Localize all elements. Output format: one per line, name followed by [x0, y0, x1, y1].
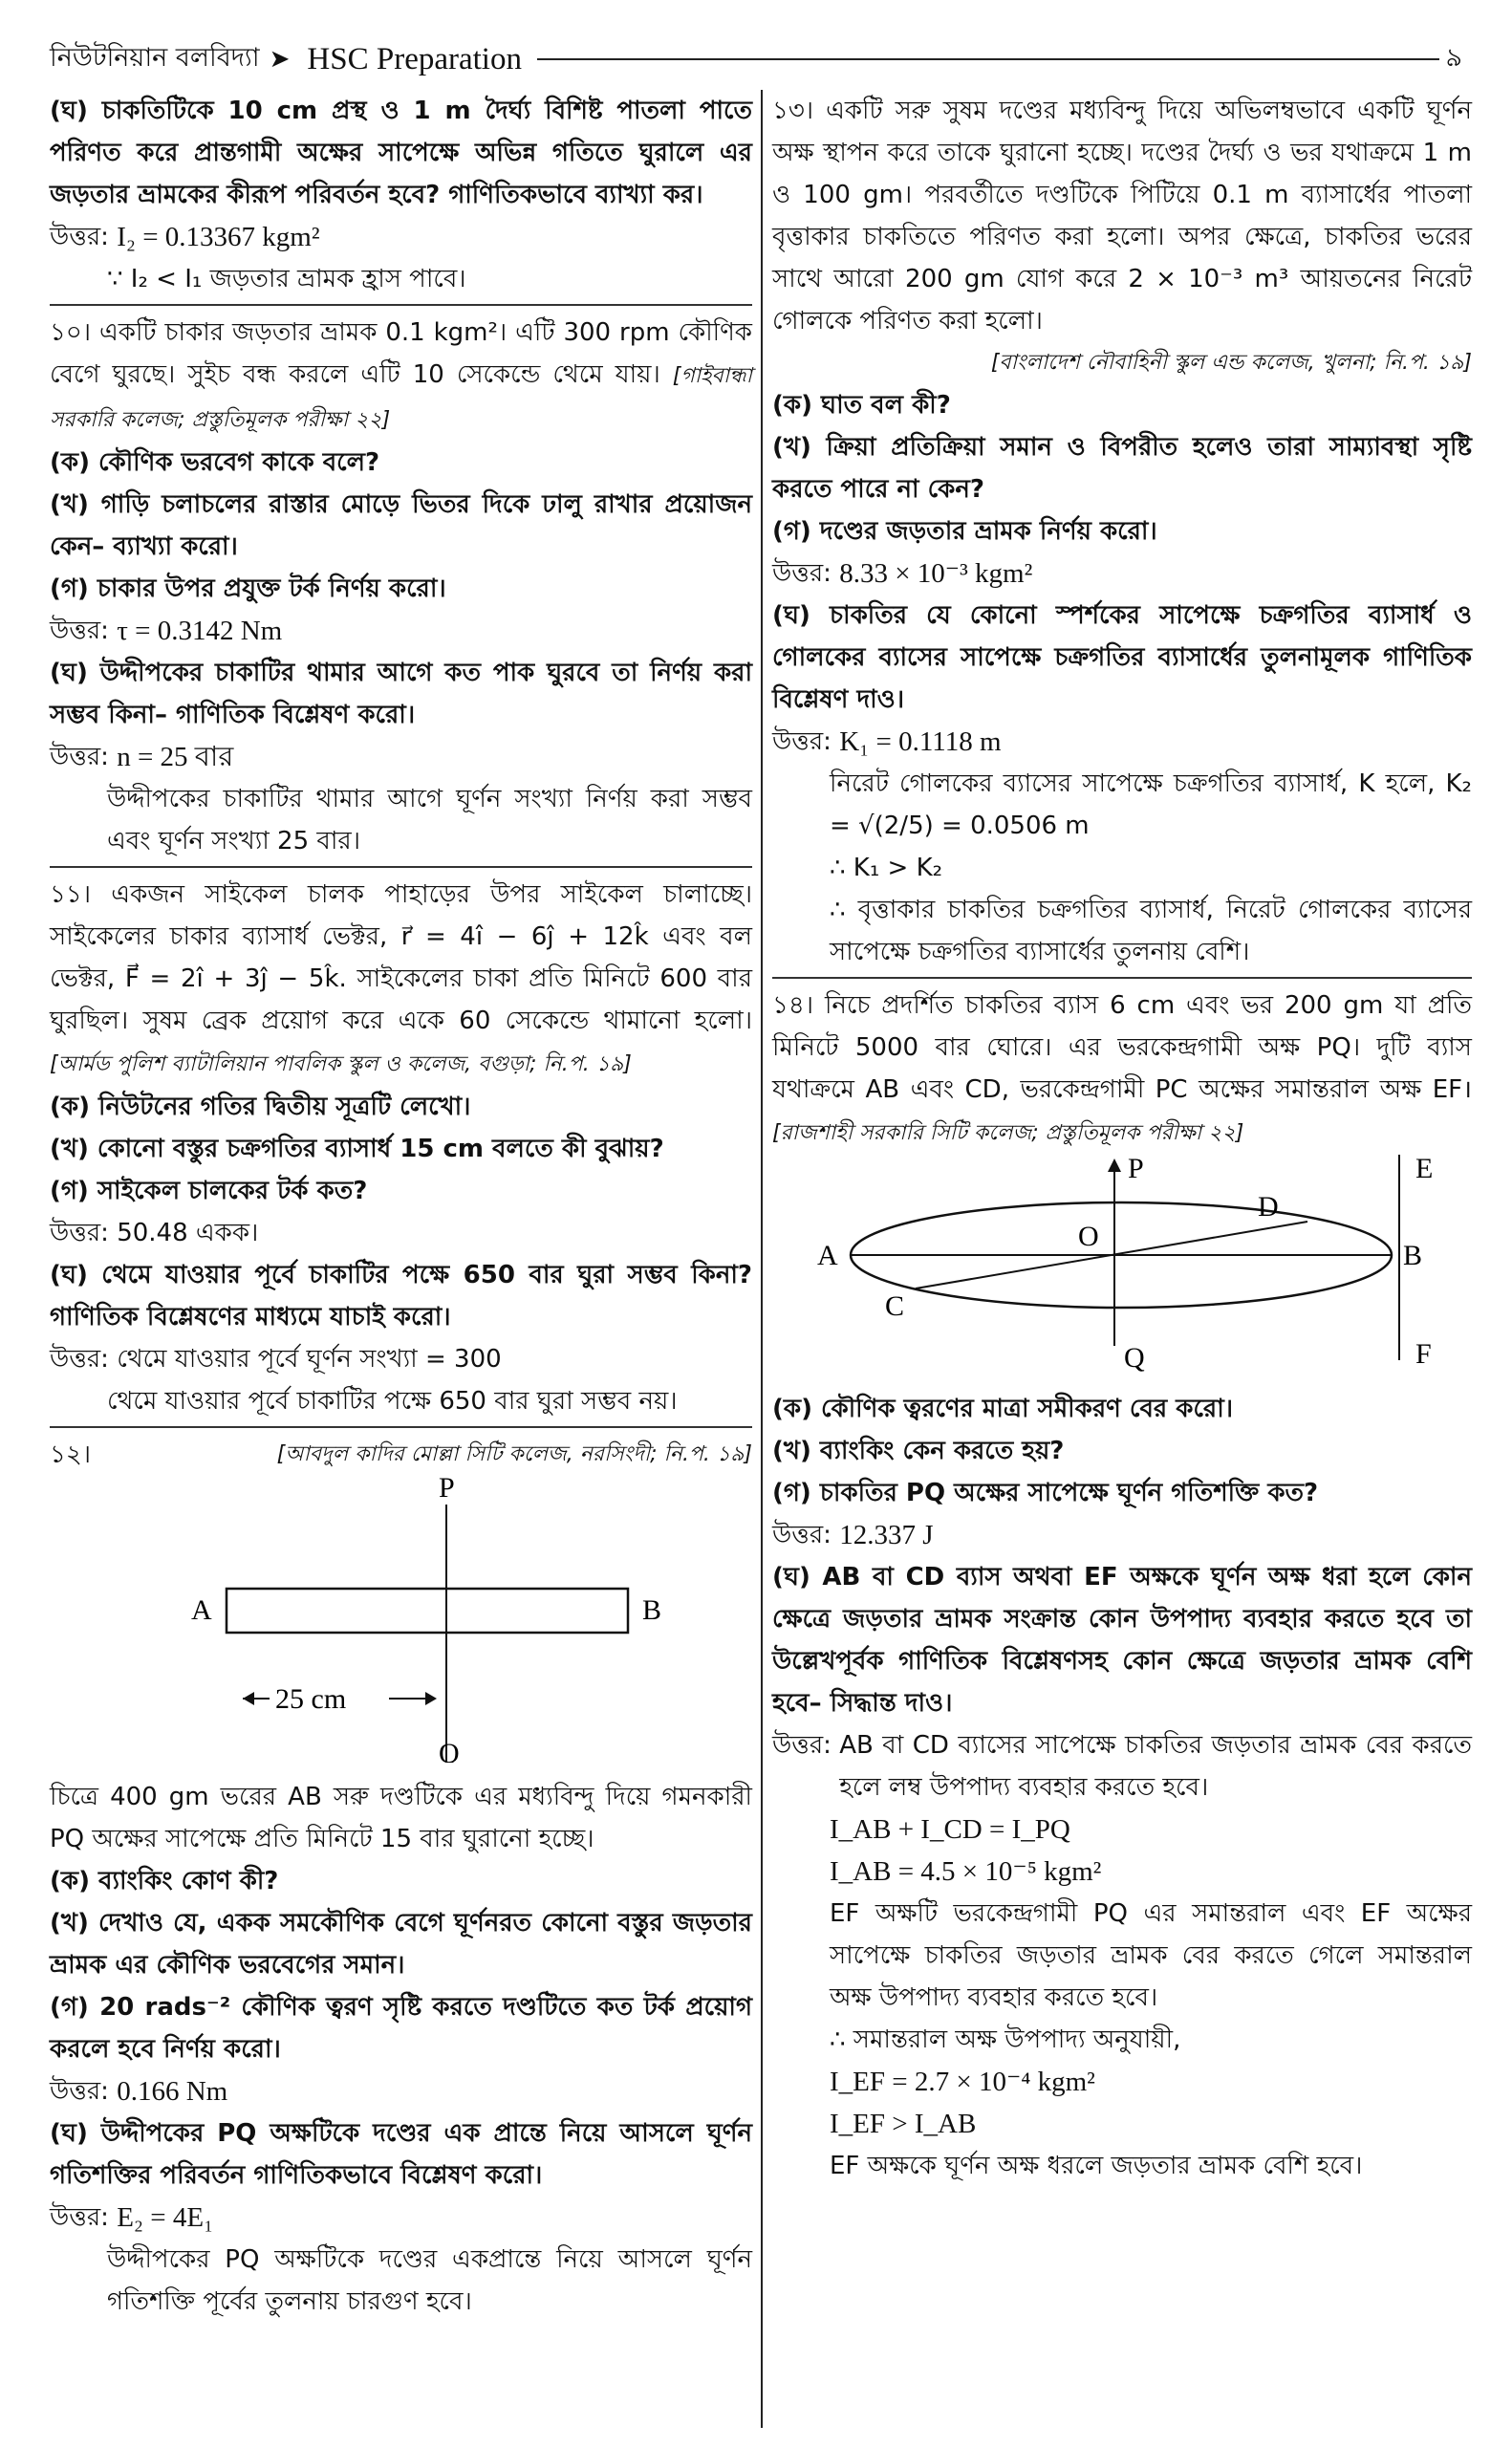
q11-a: (ক) নিউটনের গতির দ্বিতীয় সূত্রটি লেখো। [50, 1093, 471, 1121]
arrow-left-icon [243, 1692, 254, 1705]
answer-value: 0.166 Nm [117, 2076, 228, 2107]
label-d: D [1258, 1191, 1279, 1223]
equation: I_EF = 2.7 × 10⁻⁴ kgm² [830, 2067, 1095, 2097]
label-a: A [191, 1594, 212, 1626]
answer-value: 12.337 J [839, 1520, 934, 1550]
q11-citation: [আর্মড পুলিশ ব্যাটালিয়ান পাবলিক স্কুল ও কলেজ, বগুড়া; নি.প. ১৯] [50, 1052, 632, 1076]
page-header [50, 38, 1462, 80]
answer-line: নিরেট গোলকের ব্যাসের সাপেক্ষে চক্রগতির ব্যাসার্ধ, K হলে, K₂ = √(2/5) = 0.0506 m [830, 769, 1472, 840]
answer-label: উত্তর: [772, 559, 832, 588]
q14-c: (গ) চাকতির PQ অক্ষের সাপেক্ষে ঘূর্ণন গতিশক্তি কত? [772, 1479, 1319, 1507]
q10-c: (গ) চাকার উপর প্রযুক্ত টর্ক নির্ণয় করো। [50, 574, 446, 603]
q14-c-answer [772, 1514, 1472, 1556]
answer-label: উত্তর: [50, 743, 109, 771]
q13-d-answer [772, 721, 1472, 763]
column-divider [761, 90, 763, 2428]
q14-citation: [রাজশাহী সরকারি সিটি কলেজ; প্রস্তুতিমূলক পরীক্ষা ২২] [772, 1121, 1244, 1145]
q10-d-answer [50, 736, 752, 778]
q13-a: (ক) ঘাত বল কী? [772, 391, 951, 420]
answer-label: উত্তর: [50, 2203, 109, 2232]
q12-c-answer [50, 2070, 752, 2112]
q12-b: (খ) দেখাও যে, একক সমকৌণিক বেগে ঘূর্ণনরত কোনো বস্তুর জড়তার ভ্রামক এর কৌণিক ভরবেগের সমান। [50, 1909, 752, 1980]
divider [50, 866, 752, 868]
q10-a: (ক) কৌণিক ভরবেগ কাকে বলে? [50, 448, 380, 477]
q12-d: (ঘ) উদ্দীপকের PQ অক্ষটিকে দণ্ডের এক প্রান্তে নিয়ে আসলে ঘূর্ণন গতিশক্তির পরিবর্তন গাণিতিকভাবে বিশ্লেষণ করো। [50, 2119, 752, 2190]
label-e: E [1415, 1155, 1434, 1184]
label-f: F [1415, 1338, 1432, 1370]
answer-label: উত্তর: [50, 617, 109, 645]
answer-label: উত্তর: [50, 1345, 109, 1374]
answer-label: উত্তর: [50, 1219, 109, 1247]
answer-value: 8.33 × 10⁻³ kgm² [839, 558, 1033, 589]
q11-d-answer [50, 1338, 752, 1380]
q13-stem: ১৩। একটি সরু সুষম দণ্ডের মধ্যবিন্দু দিয়ে অভিলম্বভাবে একটি ঘূর্ণন অক্ষ স্থাপন করে তাকে ঘুরানো হচ্ছে। দণ্ডের দৈর্ঘ্য ও ভর যথাক্রমে 1 m ও 100 gm। পরবর্তীতে দণ্ডটিকে পিটিয়ে 0.1 m ব্যাসার্ধের পাতলা বৃত্তাকার চাকতিতে পরিণত করা হলো। অপর ক্ষেত্রে, চাকতির ভরের সাথে আরো 200 gm যোগ করে 2 × 10⁻³ m³ আয়তনের নিরেট গোলকে পরিণত করা হলো। [772, 97, 1472, 336]
arrow-right-icon [425, 1692, 437, 1705]
q12-number: ১২। [50, 1440, 92, 1469]
q13-citation: [বাংলাদেশ নৌবাহিনী স্কুল এন্ড কলেজ, খুলনা; নি.প. ১৯] [990, 351, 1472, 375]
label-a: A [817, 1240, 838, 1271]
answer-label: উত্তর: [772, 1521, 832, 1549]
label-b: B [642, 1594, 662, 1626]
q10-b: (খ) গাড়ি চলাচলের রাস্তার মোড়ে ভিতর দিকে ঢালু রাখার প্রয়োজন কেন– ব্যাখ্যা করো। [50, 490, 752, 561]
q11-c-answer [50, 1212, 752, 1254]
q11-c: (গ) সাইকেল চালকের টর্ক কত? [50, 1177, 368, 1205]
equation: I_EF > I_AB [830, 2109, 977, 2139]
q10-text: ১০। একটি চাকার জড়তার ভ্রামক 0.1 kgm²। এটি 300 rpm কৌণিক বেগে ঘুরছে। সুইচ বন্ধ করলে এটি 10 সেকেন্ডে থেমে যায়। [50, 318, 752, 389]
q9-d-answer [50, 216, 752, 258]
q12-d-answer [50, 2197, 752, 2239]
q11-d: (ঘ) থেমে যাওয়ার পূর্বে চাকাটির পক্ষে 650 বার ঘুরা সম্ভব কিনা? গাণিতিক বিশ্লেষণের মাধ্যমে যাচাই করো। [50, 1261, 752, 1332]
q12-heading [50, 1434, 752, 1476]
q14-text: ১৪। নিচে প্রদর্শিত চাকতির ব্যাস 6 cm এবং ভর 200 gm যা প্রতি মিনিটে 5000 বার ঘোরে। এর ভরকেন্দ্রগামী অক্ষ PQ। দুটি ব্যাস যথাক্রমে AB এবং CD, ভরকেন্দ্রগামী PC অক্ষের সমান্তরাল অক্ষ EF। [772, 991, 1472, 1104]
q14-stem [772, 985, 1472, 1155]
q12-citation: [আবদুল কাদির মোল্লা সিটি কলেজ, নরসিংদী; নি.প. ১৯] [276, 1442, 752, 1466]
answer-line: ∴ বৃত্তাকার চাকতির চক্রগতির ব্যাসার্ধ, নিরেট গোলকের ব্যাসের সাপেক্ষে চক্রগতির ব্যাসার্ধের তুলনায় বেশি। [830, 896, 1472, 966]
section-title: নিউটনিয়ান বলবিদ্যা [50, 42, 260, 73]
answer-value: 50.48 একক। [117, 1219, 259, 1247]
answer-value: I₂ = 0.13367 kgm² [117, 222, 320, 252]
answer-value: থেমে যাওয়ার পূর্বে ঘূর্ণন সংখ্যা = 300 [117, 1345, 502, 1374]
left-column [50, 90, 752, 2428]
answer-value: K₁ = 0.1118 m [839, 726, 1002, 757]
q12-a: (ক) ব্যাংকিং কোণ কী? [50, 1867, 279, 1895]
q12-stem: চিত্রে 400 gm ভরের AB সরু দণ্ডটিকে এর মধ্যবিন্দু দিয়ে গমনকারী PQ অক্ষের সাপেক্ষে প্রতি মিনিটে 15 বার ঘুরানো হচ্ছে। [50, 1783, 752, 1853]
answer-value: AB বা CD ব্যাসের সাপেক্ষে চাকতির জড়তার ভ্রামক বের করতে হলে লম্ব উপপাদ্য ব্যবহার করতে হবে। [839, 1731, 1472, 1802]
answer-label: উত্তর: [50, 223, 109, 251]
label-q: Q [1124, 1342, 1145, 1374]
q12-c: (গ) 20 rads⁻² কৌণিক ত্বরণ সৃষ্টি করতে দণ্ডটিতে কত টর্ক প্রয়োগ করলে হবে নির্ণয় করো। [50, 1993, 752, 2064]
q11-text: ১১। একজন সাইকেল চালক পাহাড়ের উপর সাইকেল চালাচ্ছে। সাইকেলের চাকার ব্যাসার্ধ ভেক্টর, r⃗ = 4î − 6ĵ + 12k̂ এবং বল ভেক্টর, F⃗ = 2î + 3ĵ − 5k̂. সাইকেলের চাকা প্রতি মিনিটে 600 বার ঘুরছিল। সুষম ব্রেক প্রয়োগ করে একে 60 সেকেন্ডে থামানো হলো। [50, 880, 752, 1035]
label-p: P [439, 1476, 455, 1504]
q10-d: (ঘ) উদ্দীপকের চাকাটির থামার আগে কত পাক ঘুরবে তা নির্ণয় করা সম্ভব কিনা– গাণিতিক বিশ্লেষণ করো। [50, 659, 752, 729]
answer-label: উত্তর: [772, 1731, 832, 1760]
q14-b: (খ) ব্যাংকিং কেন করতে হয়? [772, 1437, 1065, 1465]
q13-c-answer [772, 552, 1472, 595]
answer-line: ∴ K₁ > K₂ [830, 854, 943, 882]
arrow-up-icon [1108, 1159, 1121, 1172]
answer-line: থেমে যাওয়ার পূর্বে চাকাটির পক্ষে 650 বার ঘুরা সম্ভব নয়। [107, 1387, 678, 1416]
rod-ab [227, 1589, 628, 1633]
answer-label: উত্তর: [50, 2077, 109, 2106]
answer-line: EF অক্ষটি ভরকেন্দ্রগামী PQ এর সমান্তরাল এবং EF অক্ষের সাপেক্ষে চাকতির জড়তার ভ্রামক বের করতে গেলে সমান্তরাল অক্ষ উপপাদ্য ব্যবহার করতে হবে। [830, 1899, 1472, 2012]
header-rule [537, 58, 1440, 60]
q10-c-answer [50, 610, 752, 652]
divider [50, 1426, 752, 1428]
q14-d: (ঘ) AB বা CD ব্যাস অথবা EF অক্ষকে ঘূর্ণন অক্ষ ধরা হলে কোন ক্ষেত্রে জড়তার ভ্রামক সংক্রান্ত কোন উপপাদ্য ব্যবহার করতে হবে তা উল্লেখপূর্বক গাণিতিক বিশ্লেষণসহ কোন ক্ষেত্রে জড়তার ভ্রামক বেশি হবে– সিদ্ধান্ত দাও। [772, 1563, 1472, 1718]
q9-d: (ঘ) চাকতিটিকে 10 cm প্রস্থ ও 1 m দৈর্ঘ্য বিশিষ্ট পাতলা পাতে পরিণত করে প্রান্তগামী অক্ষের সাপেক্ষে অভিন্ন গতিতে ঘুরালে এর জড়তার ভ্রামকের কীরূপ পরিবর্তন হবে? গাণিতিকভাবে ব্যাখ্যা কর। [50, 97, 752, 209]
label-q: Q [439, 1738, 460, 1763]
right-column [772, 90, 1472, 2428]
arrow-right-icon: ➤ [269, 45, 291, 74]
equation: I_AB = 4.5 × 10⁻⁵ kgm² [830, 1856, 1102, 1887]
equation: I_AB + I_CD = I_PQ [830, 1814, 1070, 1845]
answer-line: ∴ সমান্তরাল অক্ষ উপপাদ্য অনুযায়ী, [830, 2025, 1181, 2054]
q13-d: (ঘ) চাকতির যে কোনো স্পর্শকের সাপেক্ষে চক্রগতির ব্যাসার্ধ ও গোলকের ব্যাসের সাপেক্ষে চক্রগতির ব্যাসার্ধের তুলনামূলক গাণিতিক বিশ্লেষণ দাও। [772, 601, 1472, 714]
q10-citation: [গাইবান্ধা সরকারি কলেজ; প্রস্তুতিমূলক পরীক্ষা ২২] [50, 364, 752, 432]
answer-value: n = 25 বার [117, 742, 234, 772]
answer-line: উদ্দীপকের PQ অক্ষটিকে দণ্ডের একপ্রান্তে নিয়ে আসলে ঘূর্ণন গতিশক্তি পূর্বের তুলনায় চারগুণ হবে। [107, 2245, 752, 2316]
label-p: P [1128, 1155, 1144, 1184]
q14-disc-figure [772, 1155, 1472, 1375]
divider [772, 977, 1472, 979]
answer-line: উদ্দীপকের চাকাটির থামার আগে ঘূর্ণন সংখ্যা নির্ণয় করা সম্ভব এবং ঘূর্ণন সংখ্যা 25 বার। [107, 785, 752, 855]
label-distance: 25 cm [275, 1683, 347, 1715]
q13-c: (গ) দণ্ডের জড়তার ভ্রামক নির্ণয় করো। [772, 517, 1157, 546]
q14-d-answer [772, 1724, 1472, 1808]
q10-stem [50, 312, 752, 442]
label-o: O [1078, 1221, 1099, 1252]
answer-value: E₂ = 4E₁ [117, 2202, 214, 2233]
q12-rod-figure [50, 1476, 752, 1763]
answer-value: τ = 0.3142 Nm [117, 616, 283, 646]
label-c: C [885, 1290, 905, 1322]
q11-b: (খ) কোনো বস্তুর চক্রগতির ব্যাসার্ধ 15 cm বলতে কী বুঝায়? [50, 1135, 664, 1163]
answer-label: উত্তর: [772, 727, 832, 756]
answer-line: ∵ I₂ < I₁ জড়তার ভ্রামক হ্রাস পাবে। [107, 265, 466, 293]
divider [50, 304, 752, 306]
answer-line: EF অক্ষকে ঘূর্ণন অক্ষ ধরলে জড়তার ভ্রামক বেশি হবে। [830, 2152, 1363, 2180]
q14-a: (ক) কৌণিক ত্বরণের মাত্রা সমীকরণ বের করো। [772, 1395, 1234, 1423]
label-b: B [1403, 1240, 1423, 1271]
q11-stem [50, 874, 752, 1086]
q13-b: (খ) ক্রিয়া প্রতিক্রিয়া সমান ও বিপরীত হলেও তারা সাম্যাবস্থা সৃষ্টি করতে পারে না কেন? [772, 433, 1472, 504]
page-number: ৯ [1445, 42, 1462, 73]
book-title: HSC Preparation [307, 41, 522, 76]
